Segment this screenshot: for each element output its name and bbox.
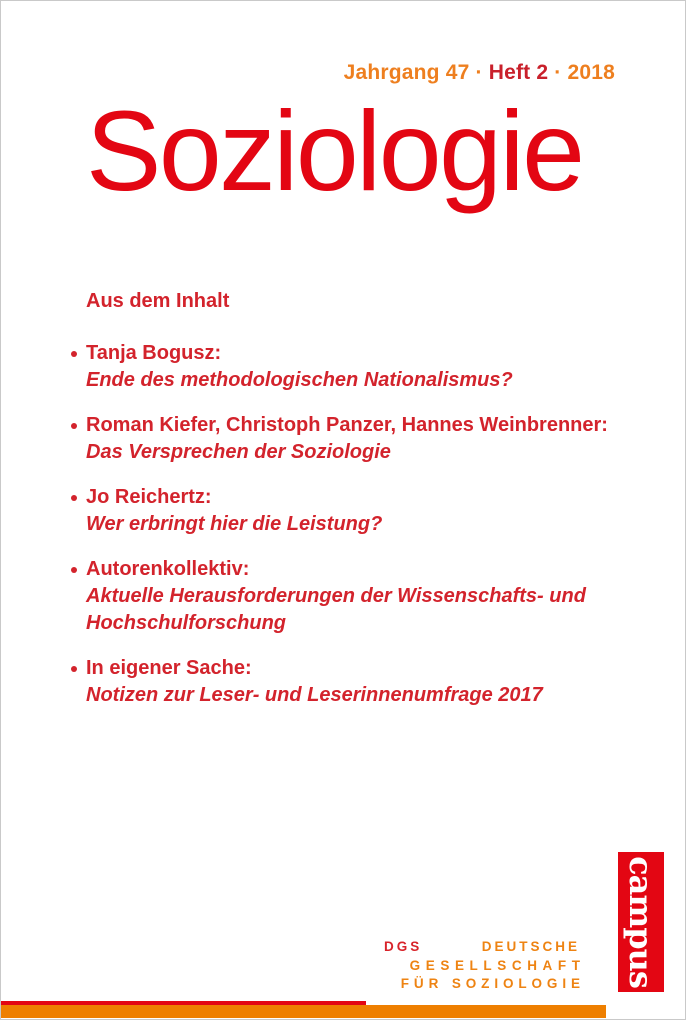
toc-item-title: Aktuelle Herausforderungen der Wissenschafts- und Hochschulforschung bbox=[86, 585, 586, 634]
toc-item-title: Wer erbringt hier die Leistung? bbox=[86, 513, 383, 535]
toc-item bbox=[70, 412, 630, 466]
bullet-icon bbox=[71, 495, 77, 501]
toc-item-authors: Autorenkollektiv: bbox=[86, 558, 250, 580]
dgs-abbreviation: DGS bbox=[384, 939, 423, 954]
toc-item bbox=[70, 655, 630, 709]
issue-info bbox=[344, 61, 615, 85]
toc-item-title: Notizen zur Leser- und Leserinnenumfrage 2017 bbox=[86, 684, 543, 706]
dgs-name-part-3: FÜR SOZIOLOGIE bbox=[400, 976, 585, 991]
toc-item-authors: Jo Reichertz: bbox=[86, 486, 212, 508]
toc-item-title: Das Versprechen der Soziologie bbox=[86, 441, 391, 463]
bottom-orange-bar bbox=[0, 1005, 606, 1018]
bullet-icon bbox=[71, 567, 77, 573]
issue-number: Heft 2 bbox=[488, 61, 549, 84]
campus-publisher-logo bbox=[618, 852, 664, 992]
dgs-name-part-2: GESELLSCHAFT bbox=[409, 957, 586, 973]
journal-title: Soziologie bbox=[86, 88, 583, 214]
separator-dot: · bbox=[475, 61, 483, 84]
toc-item bbox=[70, 340, 630, 394]
separator-dot: · bbox=[554, 61, 562, 84]
table-of-contents bbox=[70, 290, 630, 727]
bullet-icon bbox=[71, 351, 77, 357]
year-label: 2018 bbox=[567, 61, 615, 84]
toc-item-authors: Roman Kiefer, Christoph Panzer, Hannes Weinbrenner: bbox=[86, 414, 608, 436]
toc-item-title: Ende des methodologischen Nationalismus? bbox=[86, 369, 513, 391]
contents-heading: Aus dem Inhalt bbox=[86, 290, 230, 312]
bullet-icon bbox=[71, 423, 77, 429]
toc-item bbox=[70, 484, 630, 538]
dgs-society-block bbox=[384, 938, 586, 994]
bullet-icon bbox=[71, 666, 77, 672]
dgs-name-part-1: DEUTSCHE bbox=[481, 939, 580, 954]
dgs-line-1 bbox=[384, 938, 580, 957]
volume-label: Jahrgang 47 bbox=[343, 61, 470, 84]
campus-logo-text: campus bbox=[622, 856, 660, 988]
toc-item-authors: Tanja Bogusz: bbox=[86, 342, 222, 364]
toc-item-authors: In eigener Sache: bbox=[86, 657, 252, 679]
toc-item bbox=[70, 556, 630, 637]
